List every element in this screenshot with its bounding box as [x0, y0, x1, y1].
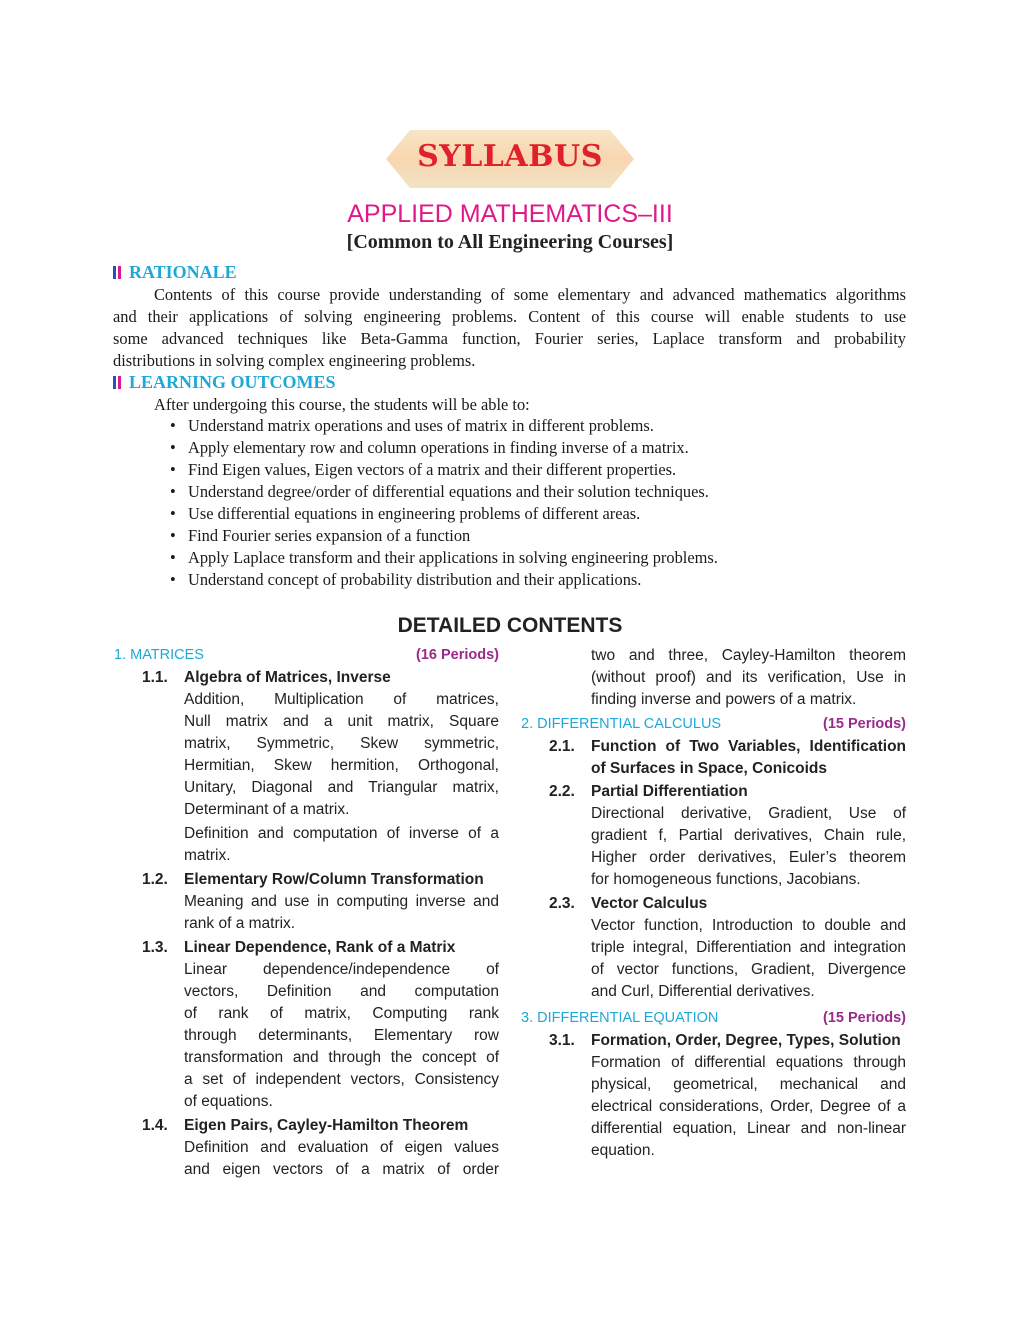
unit-heading: [521, 1007, 906, 1029]
rationale-line: Contents of this course provide understanding of some elementary and advanced mathematics algorithms: [154, 285, 906, 304]
desc-line: and Curl, Differential derivatives.: [591, 983, 815, 1000]
desc-line: Definition and computation of inverse of a: [184, 825, 499, 842]
desc-line: finding inverse and powers of a matrix.: [591, 691, 857, 708]
contents-left-column: [114, 644, 499, 1183]
topic-number: 1.4.: [142, 1117, 168, 1134]
detailed-contents-title: DETAILED CONTENTS: [397, 614, 623, 637]
rationale-line: and their applications of solving engineering problems. Content of this course will enable students to use: [113, 307, 906, 326]
list-item-text: Understand degree/order of differential equations and their solution techniques.: [188, 482, 709, 501]
list-item: [170, 547, 718, 569]
syllabus-banner: [386, 130, 634, 188]
list-item: [170, 503, 718, 525]
list-item: [170, 459, 718, 481]
bullet-icon: •: [170, 526, 176, 545]
common-note: [Common to All Engineering Courses]: [346, 231, 674, 253]
learning-outcomes-intro: After undergoing this course, the students will be able to:: [154, 395, 530, 414]
unit-label: 2. DIFFERENTIAL CALCULUS: [521, 716, 722, 732]
topic-title: Formation, Order, Degree, Types, Solution: [591, 1032, 901, 1049]
list-item-text: Find Eigen values, Eigen vectors of a matrix and their different properties.: [188, 460, 677, 479]
topic-number: 1.1.: [142, 669, 168, 686]
topic-description: [184, 891, 499, 935]
desc-line: differential equation, Linear and non-linear: [591, 1120, 906, 1137]
topic-title: Linear Dependence, Rank of a Matrix: [184, 939, 456, 956]
list-item-text: Apply elementary row and column operations in finding inverse of a matrix.: [188, 438, 689, 457]
topic-description: [184, 689, 499, 821]
desc-line: matrix.: [184, 847, 231, 864]
unit-topics: [142, 667, 499, 1181]
bullet-icon: •: [170, 548, 176, 567]
unit-label: 3. DIFFERENTIAL EQUATION: [521, 1010, 719, 1026]
desc-line: Null matrix and a unit matrix, Square: [184, 713, 499, 730]
bullet-icon: •: [170, 570, 176, 589]
learning-outcomes-list: [170, 415, 718, 591]
topic-number: 2.3.: [549, 895, 575, 912]
learning-outcomes-heading: [113, 372, 336, 393]
topic-number: 3.1.: [549, 1032, 575, 1049]
topic-description: [184, 959, 499, 1113]
topic-description: [184, 1137, 499, 1181]
unit-heading: [521, 713, 906, 735]
unit-topics: [549, 1030, 906, 1162]
unit-periods: (15 Periods): [823, 1010, 906, 1026]
bullet-icon: •: [170, 482, 176, 501]
desc-line: Meaning and use in computing inverse and: [184, 893, 499, 910]
rationale-paragraph: [113, 284, 906, 372]
topic-heading: [549, 736, 906, 780]
desc-line: matrix, Symmetric, Skew symmetric,: [184, 735, 499, 752]
desc-line: through determinants, Elementary row: [184, 1027, 499, 1044]
topic-description: [591, 1052, 906, 1162]
desc-line: electrical considerations, Order, Degree of a: [591, 1098, 906, 1115]
topic-heading: [142, 937, 499, 959]
desc-line: Directional derivative, Gradient, Use of: [591, 805, 906, 822]
topic-title-line: Function of Two Variables, Identification: [591, 738, 906, 755]
topic-description: [591, 803, 906, 891]
topic-number: 1.3.: [142, 939, 168, 956]
topic-heading: [142, 1115, 499, 1137]
desc-line: and eigen vectors of a matrix of order: [184, 1161, 499, 1178]
unit-topics: [549, 736, 906, 1003]
desc-line: Definition and evaluation of eigen values: [184, 1139, 499, 1156]
list-item-text: Use differential equations in engineering problems of different areas.: [188, 504, 641, 523]
syllabus-title: SYLLABUS: [417, 139, 603, 174]
list-item: [170, 437, 718, 459]
topic-heading: [142, 869, 499, 891]
unit-periods: (16 Periods): [416, 647, 499, 663]
unit-label: 1. MATRICES: [114, 647, 204, 663]
desc-line: Hermitian, Skew hermition, Orthogonal,: [184, 757, 499, 774]
desc-line: Unitary, Diagonal and Triangular matrix,: [184, 779, 499, 796]
desc-line: equation.: [591, 1142, 655, 1159]
desc-line: rank of a matrix.: [184, 915, 296, 932]
desc-line: triple integral, Differentiation and integration: [591, 939, 906, 956]
desc-line: of vector functions, Gradient, Divergence: [591, 961, 906, 978]
rationale-line: some advanced techniques like Beta-Gamma function, Fourier series, Laplace transform and probability: [113, 329, 906, 348]
desc-line: two and three, Cayley-Hamilton theorem: [591, 647, 906, 664]
bullet-icon: •: [170, 460, 176, 479]
topic-description: [184, 823, 499, 867]
unit-periods: (15 Periods): [823, 716, 906, 732]
topic-number: 2.1.: [549, 738, 575, 755]
rationale-heading: [113, 262, 237, 283]
desc-line: Linear dependence/independence of: [184, 961, 499, 978]
topic-title: Eigen Pairs, Cayley-Hamilton Theorem: [184, 1117, 469, 1134]
topic-heading: [549, 893, 906, 915]
subject-title: APPLIED MATHEMATICS–III: [347, 200, 673, 228]
bullet-icon: •: [170, 416, 176, 435]
learning-outcomes-heading-text: LEARNING OUTCOMES: [129, 372, 336, 392]
desc-line: Determinant of a matrix.: [184, 801, 350, 818]
list-item: [170, 415, 718, 437]
bullet-icon: •: [170, 438, 176, 457]
list-item: [170, 525, 718, 547]
desc-line: vectors, Definition and computation: [184, 983, 499, 1000]
topic-title: Partial Differentiation: [591, 783, 748, 800]
contents-right-column: [521, 645, 906, 1164]
topic-number: 1.2.: [142, 871, 168, 888]
list-item-text: Apply Laplace transform and their applications in solving engineering problems.: [188, 548, 718, 567]
topic-heading: [142, 667, 499, 689]
heading-marker-icon: [113, 266, 116, 279]
topic-title: Algebra of Matrices, Inverse: [184, 669, 391, 686]
desc-line: for homogeneous functions, Jacobians.: [591, 871, 861, 888]
heading-marker-icon: [118, 266, 121, 279]
desc-line: Addition, Multiplication of matrices,: [184, 691, 499, 708]
desc-line: gradient f, Partial derivatives, Chain rule,: [591, 827, 906, 844]
topic-title: [591, 736, 906, 780]
unit-heading: [114, 644, 499, 666]
desc-line: transformation and through the concept of: [184, 1049, 499, 1066]
rationale-line: distributions in solving complex engineering problems.: [113, 351, 476, 370]
desc-line: Higher order derivatives, Euler’s theorem: [591, 849, 906, 866]
list-item-text: Understand matrix operations and uses of matrix in different problems.: [188, 416, 654, 435]
list-item-text: Find Fourier series expansion of a function: [188, 526, 471, 545]
desc-line: (without proof) and its verification, Use in: [591, 669, 906, 686]
rationale-heading-text: RATIONALE: [129, 262, 237, 282]
topic-number: 2.2.: [549, 783, 575, 800]
heading-marker-icon: [113, 376, 116, 389]
desc-line: Formation of differential equations through: [591, 1054, 906, 1071]
topic-heading: [549, 781, 906, 803]
topic-title: Elementary Row/Column Transformation: [184, 871, 484, 888]
list-item: [170, 569, 718, 591]
desc-line: of equations.: [184, 1093, 273, 1110]
heading-marker-icon: [118, 376, 121, 389]
topic-description: [591, 915, 906, 1003]
desc-line: a set of independent vectors, Consistency: [184, 1071, 499, 1088]
desc-line: Vector function, Introduction to double and: [591, 917, 906, 934]
desc-line: of rank of matrix, Computing rank: [184, 1005, 499, 1022]
topic-description-continued: [591, 645, 906, 711]
desc-line: physical, geometrical, mechanical and: [591, 1076, 906, 1093]
list-item-text: Understand concept of probability distribution and their applications.: [188, 570, 642, 589]
bullet-icon: •: [170, 504, 176, 523]
topic-title: Vector Calculus: [591, 895, 708, 912]
topic-heading: [549, 1030, 906, 1052]
topic-title-line: of Surfaces in Space, Conicoids: [591, 760, 828, 777]
list-item: [170, 481, 718, 503]
